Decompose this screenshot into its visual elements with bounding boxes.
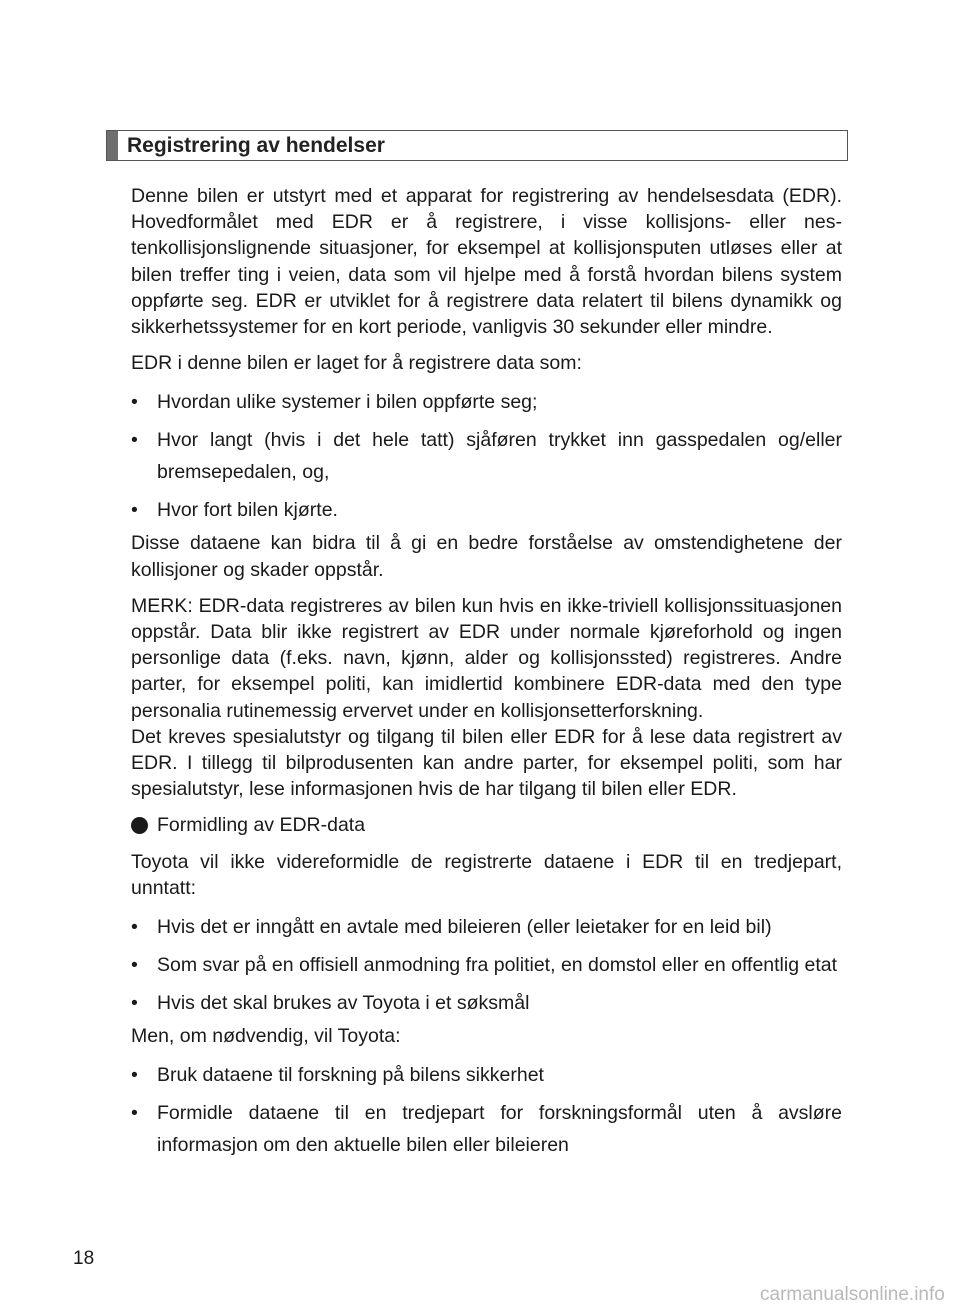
toyota-intent-paragraph: Men, om nødvendig, vil Toyota: <box>131 1025 401 1048</box>
bullet-icon: • <box>131 992 138 1015</box>
filled-circle-icon <box>131 817 148 834</box>
list-item: • Hvor langt (hvis i det hele tatt) sjåføren trykket inn gasspedalen og/eller bremsepedalen, og, <box>131 424 842 488</box>
bullet-icon: • <box>131 1064 138 1087</box>
page-number: 18 <box>73 1248 95 1269</box>
list-item: • Bruk dataene til forskning på bilens sikkerhet <box>131 1059 842 1091</box>
bullet-icon: • <box>131 499 138 522</box>
disclosure-paragraph: Toyota vil ikke videreformidle de registrerte dataene i EDR til en tredjepart, unntatt: <box>131 850 842 899</box>
bullet-icon: • <box>131 391 138 414</box>
subheading-text: Formidling av EDR-data <box>157 814 366 837</box>
watermark: carmanualsonline.info <box>760 1284 945 1305</box>
list-intro-paragraph: EDR i denne bilen er laget for å registrere data som: <box>131 352 582 375</box>
usage-list <box>131 1059 842 1161</box>
list-item: • Som svar på en offisiell anmodning fra politiet, en domstol eller en offentlig etat <box>131 949 842 981</box>
list-item: • Hvordan ulike systemer i bilen oppførte seg; <box>131 386 842 418</box>
bullet-icon: • <box>131 1102 138 1125</box>
note-paragraph: MERK: EDR-data registreres av bilen kun hvis en ikke-triviell kollisjonssituasjonen oppstår. Data blir ikke registrert av EDR under normale kjøreforhold og ingen personlige data (f.eks. navn, kjønn, alder og kollisjonssted) registreres. Andre parter, for eksempel politi, kan imidlertid kombinere EDR-data med den type personalia rutinemessig ervervet under en kollisjonsetterforskning. <box>131 594 842 722</box>
intro-paragraph: Denne bilen er utstyrt med et apparat for registrering av hendelsesdata (EDR). Hovedformålet med EDR er å registrere, i visse kollisjons- eller nestenkollisjonslignende situasjoner, for eksempel at kollisjonsputen utløses eller at bilen treffer ting i veien, data som vil hjelpe med å forstå hvordan bilens system oppførte seg. EDR er utviklet for å registrere data relatert til bilens dynamikk og sikkerhetssystemer for en kort periode, vanligvis 30 sekunder eller mindre. <box>131 185 842 339</box>
bullet-icon: • <box>131 954 138 977</box>
subheading <box>131 812 842 838</box>
list-item: • Formidle dataene til en tredjepart for forskningsformål uten å avsløre informasjon om den aktuelle bilen eller bileieren <box>131 1097 842 1161</box>
section-header <box>106 130 848 161</box>
equipment-paragraph: Det kreves spesialutstyr og tilgang til bilen eller EDR for å lese data registrert av EDR. I tillegg til bilprodusenten kan andre parter, for eksempel politi, som har spesialutstyr, lese informasjonen hvis de har tilgang til bilen eller EDR. <box>131 725 842 801</box>
list-item: • Hvor fort bilen kjørte. <box>131 494 842 526</box>
list-item: • Hvis det er inngått en avtale med bileieren (eller leietaker for en leid bil) <box>131 911 842 943</box>
understanding-paragraph: Disse dataene kan bidra til å gi en bedre forståelse av omstendighetene der kollisjoner og skader oppstår. <box>131 532 842 581</box>
content-body <box>131 183 842 1165</box>
recorded-data-list <box>131 386 842 526</box>
list-item: • Hvis det skal brukes av Toyota i et søksmål <box>131 987 842 1019</box>
bullet-icon: • <box>131 429 138 452</box>
exceptions-list <box>131 911 842 1019</box>
header-accent-bar <box>107 131 118 160</box>
section-title: Registrering av hendelser <box>127 134 385 157</box>
bullet-icon: • <box>131 916 138 939</box>
